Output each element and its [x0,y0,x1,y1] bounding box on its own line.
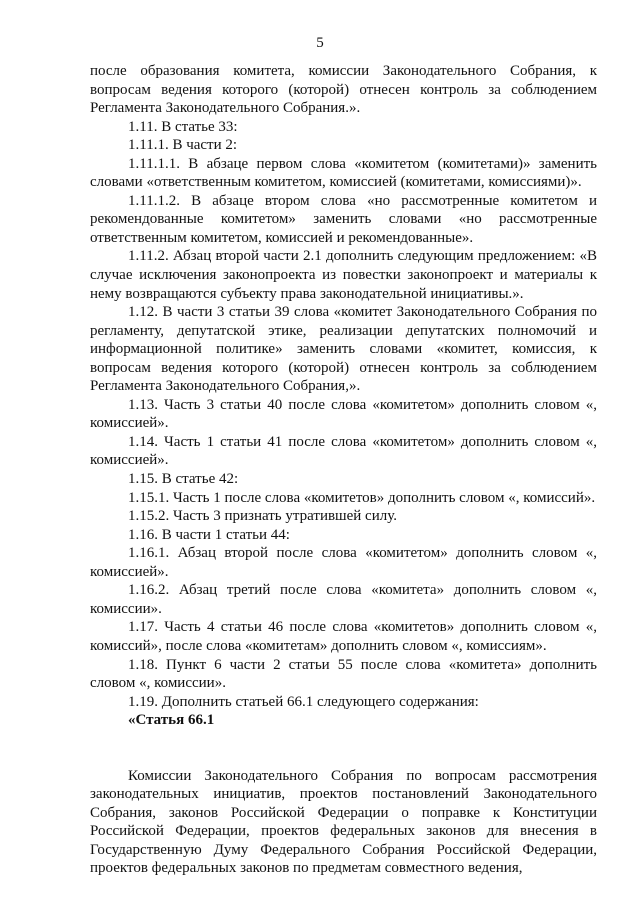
paragraph: после образования комитета, комиссии Законодательного Собрания, к вопросам ведения которого (которой) отнесен контроль за соблюдением Регламента Законодательного Собрания.». [90,63,597,117]
paragraph: 1.11.1.2. В абзаце втором слова «но рассмотренные комитетом и рекомендованные комитетом» заменить словами «но рассмотренные ответственным комитетом, комиссией и рекомендованные». [90,192,597,246]
paragraph: 1.14. Часть 1 статьи 41 после слова «комитетом» дополнить словом «, комиссией». [90,433,597,469]
paragraph: 1.15.1. Часть 1 после слова «комитетов» дополнить словом «, комиссий». [128,489,596,506]
paragraph: 1.16. В части 1 статьи 44: [128,526,290,543]
article-heading: «Статья 66.1 [128,712,215,729]
paragraph: 1.11. В статье 33: [128,118,238,135]
paragraph: Комиссии Законодательного Собрания по вопросам рассмотрения законодательных инициатив, проектов постановлений Законодательного Собрания, законов Российской Федерации о поправке к Конституции Российской Федерации, проектов федеральных законов для внесения в Государственную Думу Федерального Собрания Российской Федерации, проектов федеральных законов по предметам совместного ведения, [90,767,597,877]
paragraph: 1.12. В части 3 статьи 39 слова «комитет Законодательного Собрания по регламенту, депутатской этике, реализации депутатских полномочий и информационной политике» заменить словами «комитет, комиссия, к вопросам ведения которого (которой) отнесен контроль за соблюдением Регламента Законодательного Собрания,». [90,304,597,395]
paragraph: 1.18. Пункт 6 части 2 статьи 55 после слова «комитета» дополнить словом «, комиссии». [90,656,597,692]
paragraph: 1.17. Часть 4 статьи 46 после слова «комитетов» дополнить словом «, комиссий», после слова «комитетам» дополнить словом «, комиссиям». [90,619,597,654]
paragraph: 1.16.2. Абзац третий после слова «комитета» дополнить словом «, комиссии». [90,582,597,617]
paragraph: 1.11.2. Абзац второй части 2.1 дополнить следующим предложением: «В случае исключения законопроекта из повестки законопроект и материалы к нему возвращаются субъекту права законодательной инициативы.». [90,248,597,302]
paragraph: 1.19. Дополнить статьей 66.1 следующего содержания: [128,693,479,710]
page-number: 5 [316,35,324,51]
paragraph: 1.13. Часть 3 статьи 40 после слова «комитетом» дополнить словом «, комиссией». [90,396,597,432]
paragraph: 1.15. В статье 42: [128,471,239,488]
paragraph: 1.11.1. В части 2: [128,137,238,154]
document-body [90,62,597,878]
paragraph: 1.16.1. Абзац второй после слова «комитетом» дополнить словом «, комиссией». [90,545,597,580]
paragraph: 1.11.1.1. В абзаце первом слова «комитетом (комитетами)» заменить словами «ответственным комитетом, комиссией (комитетами, комиссиями)». [90,155,597,191]
paragraph: 1.15.2. Часть 3 признать утратившей силу. [128,508,397,525]
